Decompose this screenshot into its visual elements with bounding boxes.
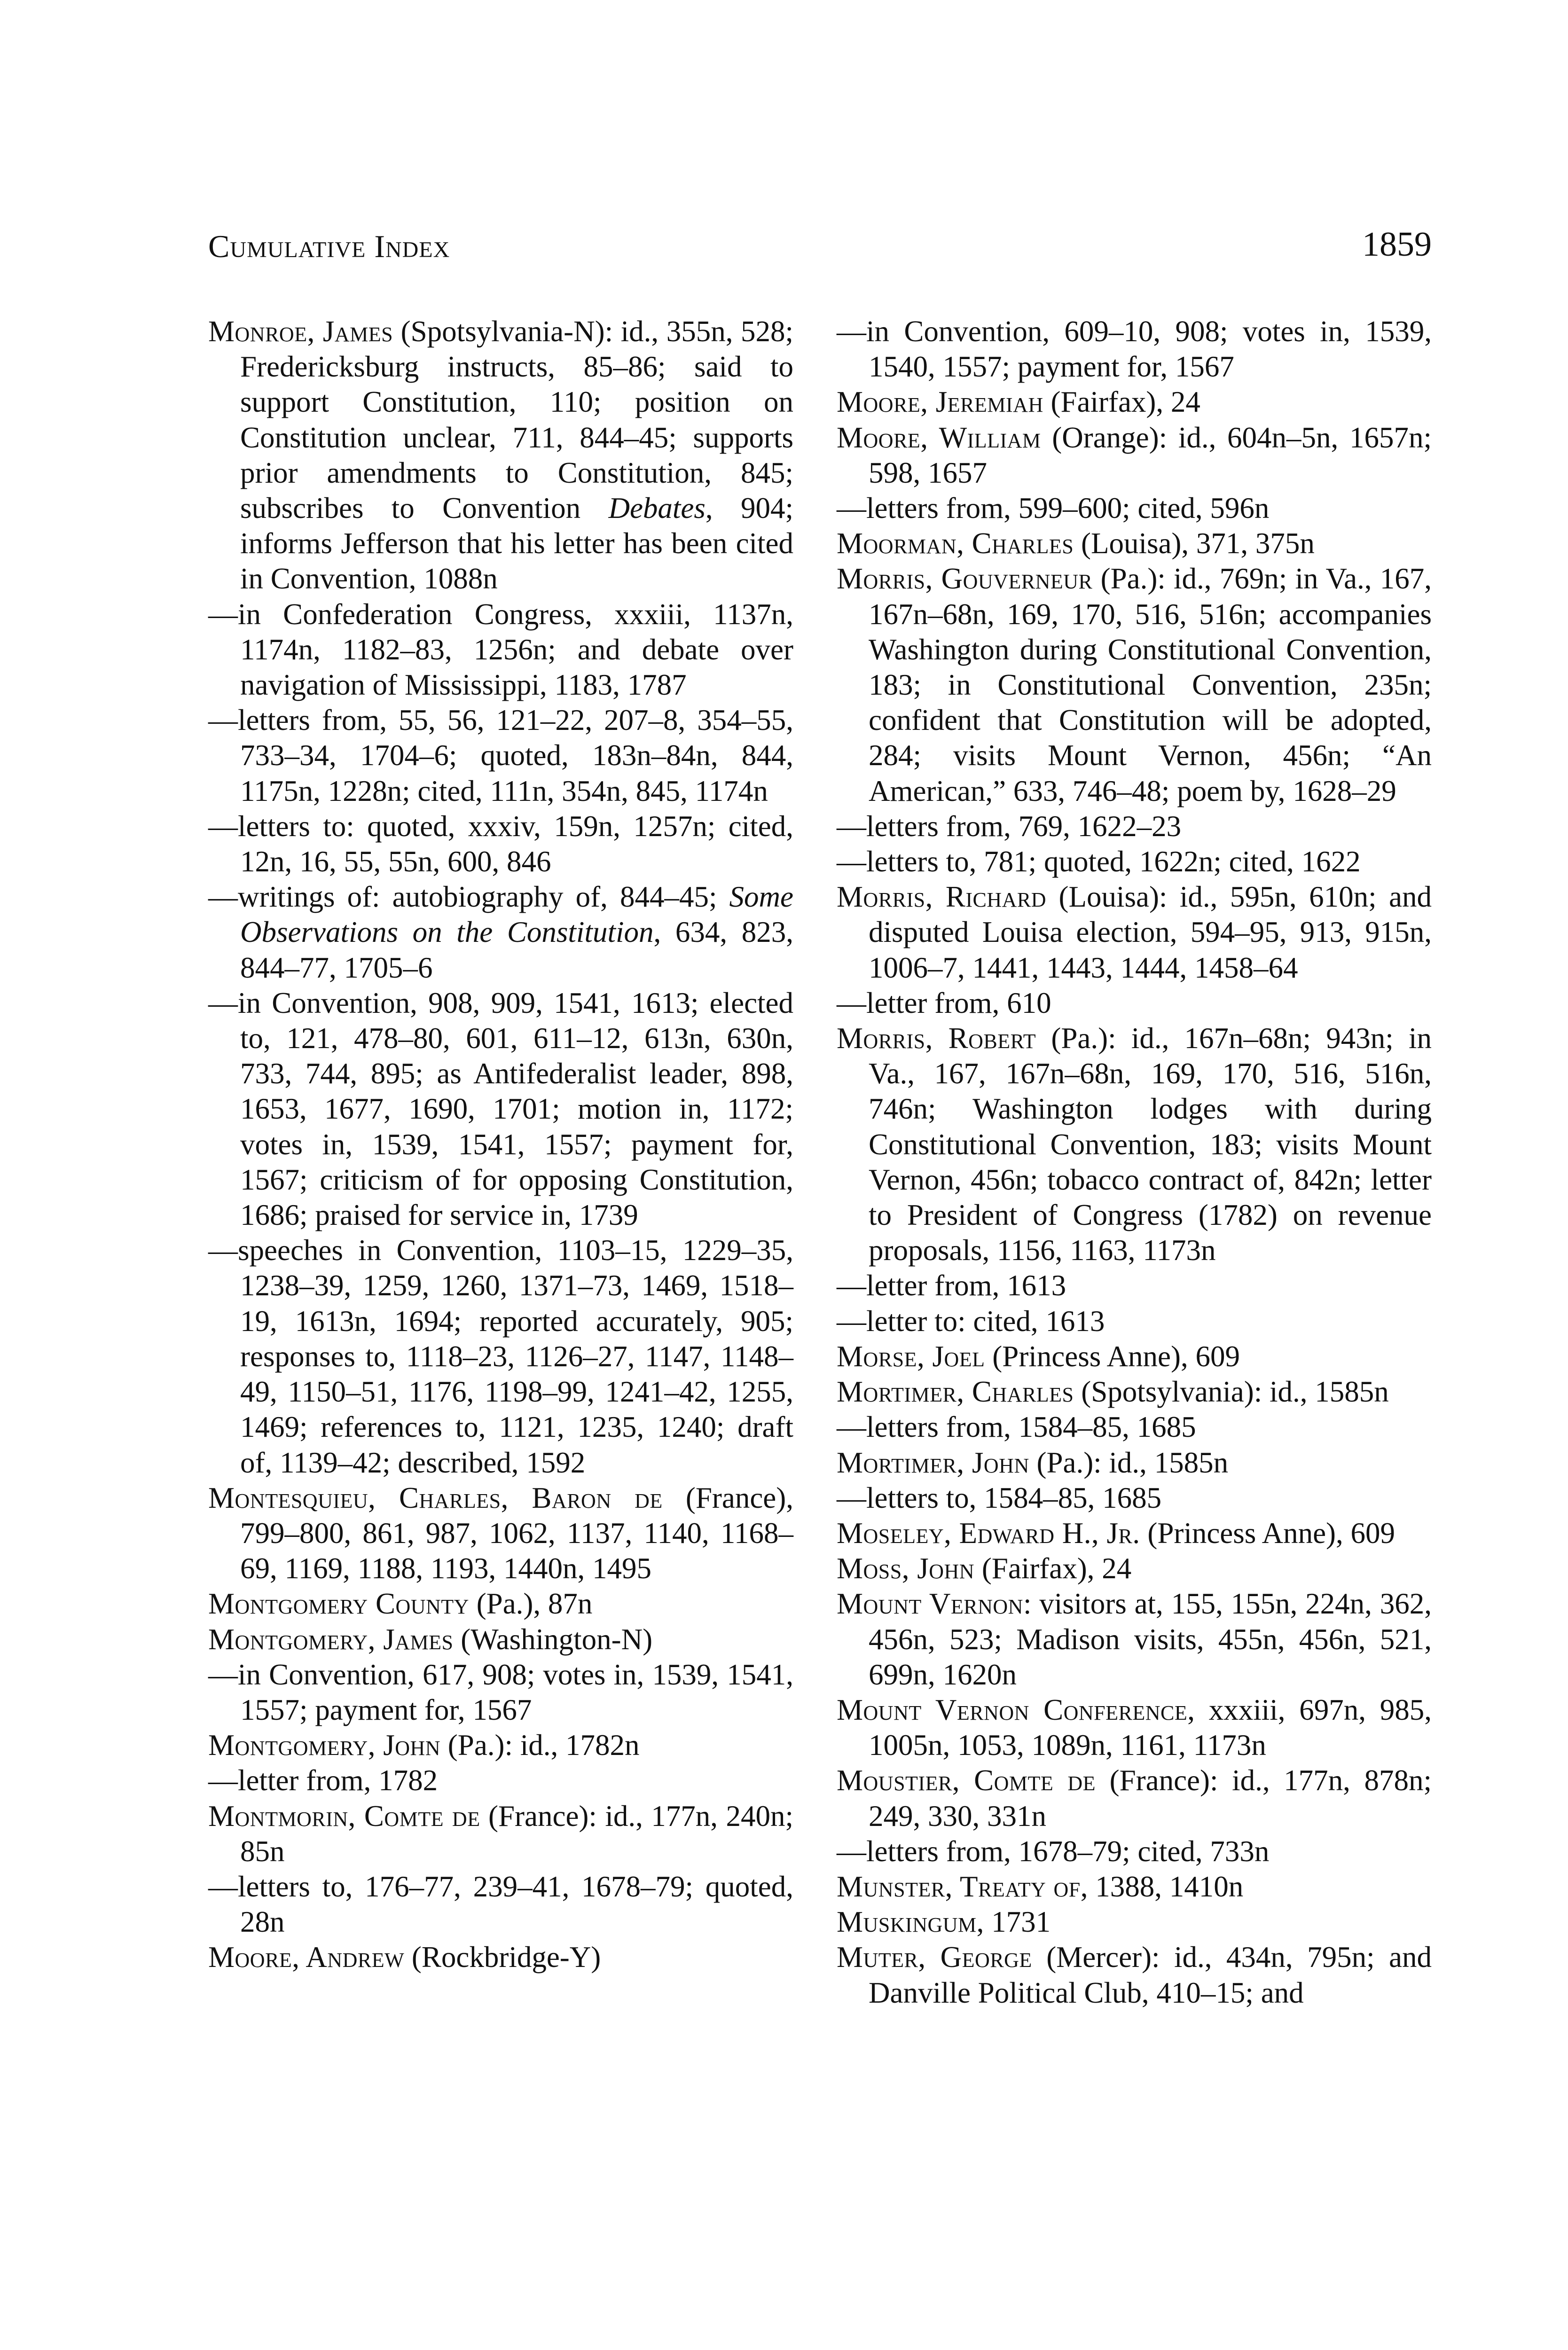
index-subentry (837, 1268, 1432, 1303)
entry-text: , 1731 (976, 1905, 1051, 1939)
entry-text: , 1388, 1410n (1080, 1870, 1244, 1903)
index-subentry (208, 597, 793, 703)
entry-headword: Moss, John (837, 1552, 975, 1585)
entry-headword: Montgomery, John (208, 1729, 441, 1762)
index-subentry (208, 1233, 793, 1480)
index-subentry (837, 314, 1432, 384)
entry-text: (Pa.): id., 1782n (440, 1729, 640, 1762)
entry-text: : visitors at, 155, 155n, 224n, 362, 456n, 523; Madison visits, 455n, 456n, 521, 699n, 1620n (869, 1587, 1432, 1691)
index-entry (837, 1869, 1432, 1904)
index-entry (837, 420, 1432, 491)
index-entry (208, 1622, 793, 1657)
entry-text: —in Convention, 609–10, 908; votes in, 1539, 1540, 1557; payment for, 1567 (837, 315, 1432, 384)
entry-italic-title: Some Observations on the Constitution (240, 880, 793, 949)
entry-text: (Princess Anne), 609 (985, 1340, 1240, 1373)
entry-headword: Moustier, Comte de (837, 1764, 1096, 1797)
index-entry (837, 1339, 1432, 1374)
entry-text: (Orange): id., 604n–5n, 1657n; 598, 1657 (869, 421, 1432, 489)
index-subentry (208, 703, 793, 809)
index-subentry (837, 1304, 1432, 1339)
entry-text: —letters from, 55, 56, 121–22, 207–8, 354–55, 733–34, 1704–6; quoted, 183n–84n, 844, 1175n, 1228n; cited, 111n, 354n, 845, 1174n (208, 704, 793, 807)
entry-text: —letter from, 610 (837, 986, 1051, 1019)
entry-headword: Morse, Joel (837, 1340, 985, 1373)
entry-text: —in Convention, 617, 908; votes in, 1539, 1541, 1557; payment for, 1567 (208, 1658, 793, 1726)
entry-text-cont: , 904; informs Jefferson that his letter has been cited in Convention, 1088n (240, 492, 793, 595)
entry-headword: Morris, Gouverneur (837, 562, 1093, 595)
index-entry (837, 1692, 1432, 1763)
entry-headword: Mount Vernon (837, 1587, 1023, 1621)
entry-headword: Moore, William (837, 421, 1041, 454)
index-entry (837, 1904, 1432, 1940)
entry-text: —letters to, 781; quoted, 1622n; cited, 1622 (837, 845, 1361, 878)
entry-text: (Princess Anne), 609 (1140, 1516, 1396, 1550)
left-column (208, 314, 793, 1975)
index-subentry (208, 986, 793, 1233)
entry-text: (France): id., 177n, 240n; 85n (240, 1799, 793, 1868)
index-entry (837, 1551, 1432, 1586)
entry-text: (France), 799–800, 861, 987, 1062, 1137, 1140, 1168–69, 1169, 1188, 1193, 1440n, 1495 (240, 1481, 793, 1585)
entry-text: —letter to: cited, 1613 (837, 1304, 1105, 1338)
entry-headword: Montmorin, Comte de (208, 1799, 480, 1833)
entry-headword: Moseley, Edward H., Jr. (837, 1516, 1140, 1550)
index-entry (837, 1374, 1432, 1410)
index-entry (837, 1586, 1432, 1692)
index-entry (837, 1516, 1432, 1551)
index-subentry (837, 844, 1432, 879)
entry-text: (Mercer): id., 434n, 795n; and Danville Political Club, 410–15; and (869, 1941, 1432, 2009)
entry-text: —letters from, 1584–85, 1685 (837, 1410, 1196, 1444)
index-entry (837, 1763, 1432, 1833)
entry-text: (Louisa): id., 595n, 610n; and disputed Louisa election, 594–95, 913, 915n, 1006–7, 1441, 1443, 1444, 1458–64 (869, 880, 1432, 984)
entry-text: —in Confederation Congress, xxxiii, 1137n, 1174n, 1182–83, 1256n; and debate over navigation of Mississippi, 1183, 1787 (208, 597, 793, 702)
entry-headword: Monroe, James (208, 315, 393, 348)
entry-text: (Fairfax), 24 (974, 1552, 1132, 1585)
entry-text: —letter from, 1782 (208, 1764, 438, 1797)
index-entry (208, 1728, 793, 1763)
index-subentry (208, 1657, 793, 1728)
entry-text: (Fairfax), 24 (1043, 385, 1200, 419)
index-entry (208, 1586, 793, 1622)
index-subentry (208, 1763, 793, 1798)
entry-headword: Morris, Robert (837, 1022, 1036, 1055)
entry-headword: Moorman, Charles (837, 527, 1074, 560)
entry-headword: Montesquieu, Charles, Baron de (208, 1481, 663, 1514)
index-entry (208, 1480, 793, 1587)
entry-text: (Spotsylvania-N): id., 355n, 528; Fredericksburg instructs, 85–86; said to support Constitution, 110; position on Constitution unclear, 711, 844–45; supports prior amendments to Constitution, 845; subscribes to Convention (240, 315, 793, 525)
entry-headword: Mortimer, Charles (837, 1375, 1074, 1409)
entry-text-cont: , 634, 823, 844–77, 1705–6 (240, 916, 794, 984)
entry-text: —letters from, 599–600; cited, 596n (837, 492, 1270, 525)
entry-italic-title: Debates (608, 492, 706, 525)
index-entry (837, 879, 1432, 986)
index-subentry (837, 809, 1432, 844)
entry-text: (France): id., 177n, 878n; 249, 330, 331n (869, 1764, 1432, 1833)
entry-headword: Munster, Treaty of (837, 1870, 1081, 1903)
index-subentry (837, 1480, 1432, 1516)
index-subentry (208, 1869, 793, 1940)
entry-headword: Mortimer, John (837, 1446, 1029, 1479)
index-subentry (837, 491, 1432, 526)
right-column (837, 314, 1432, 2011)
entry-text: (Pa.): id., 769n; in Va., 167, 167n–68n, 169, 170, 516, 516n; accompanies Washington during Constitutional Convention, 183; in Constitutional Convention, 235n; confident that Constitution will be adopted, 284; visits Mount Vernon, 456n; “An American,” 633, 746–48; poem by, 1628–29 (869, 562, 1432, 807)
entry-text: , xxxiii, 697n, 985, 1005n, 1053, 1089n, 1161, 1173n (869, 1693, 1432, 1762)
index-subentry (837, 986, 1432, 1021)
entry-text: —letters from, 1678–79; cited, 733n (837, 1834, 1270, 1868)
entry-text: —in Convention, 908, 909, 1541, 1613; elected to, 121, 478–80, 601, 611–12, 613n, 630n, 733, 744, 895; as Antifederalist leader, 898, 1653, 1677, 1690, 1701; motion in, 1172; votes in, 1539, 1541, 1557; payment for, 1567; criticism of for opposing Constitution, 1686; praised for service in, 1739 (208, 986, 793, 1232)
entry-headword: Muter, George (837, 1941, 1032, 1974)
entry-headword: Morris, Richard (837, 880, 1047, 914)
index-subentry (208, 879, 793, 986)
index-subentry (208, 809, 793, 879)
entry-headword: Moore, Andrew (208, 1941, 405, 1974)
entry-headword: Moore, Jeremiah (837, 385, 1043, 419)
entry-text: —speeches in Convention, 1103–15, 1229–35, 1238–39, 1259, 1260, 1371–73, 1469, 1518–19, 1613n, 1694; reported accurately, 905; responses to, 1118–23, 1126–27, 1147, 1148–49, 1150–51, 1176, 1198–99, 1241–42, 1255, 1469; references to, 1121, 1235, 1240; draft of, 1139–42; described, 1592 (208, 1234, 793, 1479)
entry-text: (Pa.): id., 167n–68n; 943n; in Va., 167, 167n–68n, 169, 170, 516, 516n, 746n; Washington lodges with during Constitutional Convention, 183; visits Mount Vernon, 456n; tobacco contract of, 842n; letter to President of Congress (1782) on revenue proposals, 1156, 1163, 1173n (869, 1022, 1432, 1267)
entry-text: (Washington-N) (453, 1622, 653, 1656)
index-entry (837, 1445, 1432, 1480)
entry-text: (Rockbridge-Y) (404, 1941, 601, 1974)
running-head: Cumulative Index (208, 228, 450, 264)
entry-text: (Pa.), 87n (469, 1587, 593, 1621)
index-subentry (837, 1834, 1432, 1869)
index-entry (208, 314, 793, 597)
index-entry (837, 1021, 1432, 1268)
page-number: 1859 (1362, 225, 1432, 264)
entry-text: (Spotsylvania): id., 1585n (1074, 1375, 1389, 1409)
entry-headword: Mount Vernon Conference (837, 1693, 1188, 1726)
entry-headword: Muskingum (837, 1905, 977, 1939)
index-entry (837, 561, 1432, 808)
entry-text: (Louisa), 371, 375n (1074, 527, 1315, 560)
entry-headword: Montgomery, James (208, 1622, 454, 1656)
entry-headword: Montgomery County (208, 1587, 469, 1621)
index-entry (837, 1940, 1432, 2010)
index-subentry (837, 1410, 1432, 1445)
index-entry (837, 384, 1432, 420)
entry-text: —writings of: autobiography of, 844–45; (208, 880, 729, 914)
entry-text: —letters to, 1584–85, 1685 (837, 1481, 1162, 1514)
index-entry (837, 526, 1432, 561)
entry-text: (Pa.): id., 1585n (1029, 1446, 1229, 1479)
entry-text: —letters to, 176–77, 239–41, 1678–79; quoted, 28n (208, 1870, 793, 1939)
entry-text: —letters to: quoted, xxxiv, 159n, 1257n; cited, 12n, 16, 55, 55n, 600, 846 (208, 809, 793, 878)
entry-text: —letters from, 769, 1622–23 (837, 809, 1182, 843)
index-entry (208, 1799, 793, 1869)
entry-text: —letter from, 1613 (837, 1269, 1066, 1302)
index-entry (208, 1940, 793, 1975)
